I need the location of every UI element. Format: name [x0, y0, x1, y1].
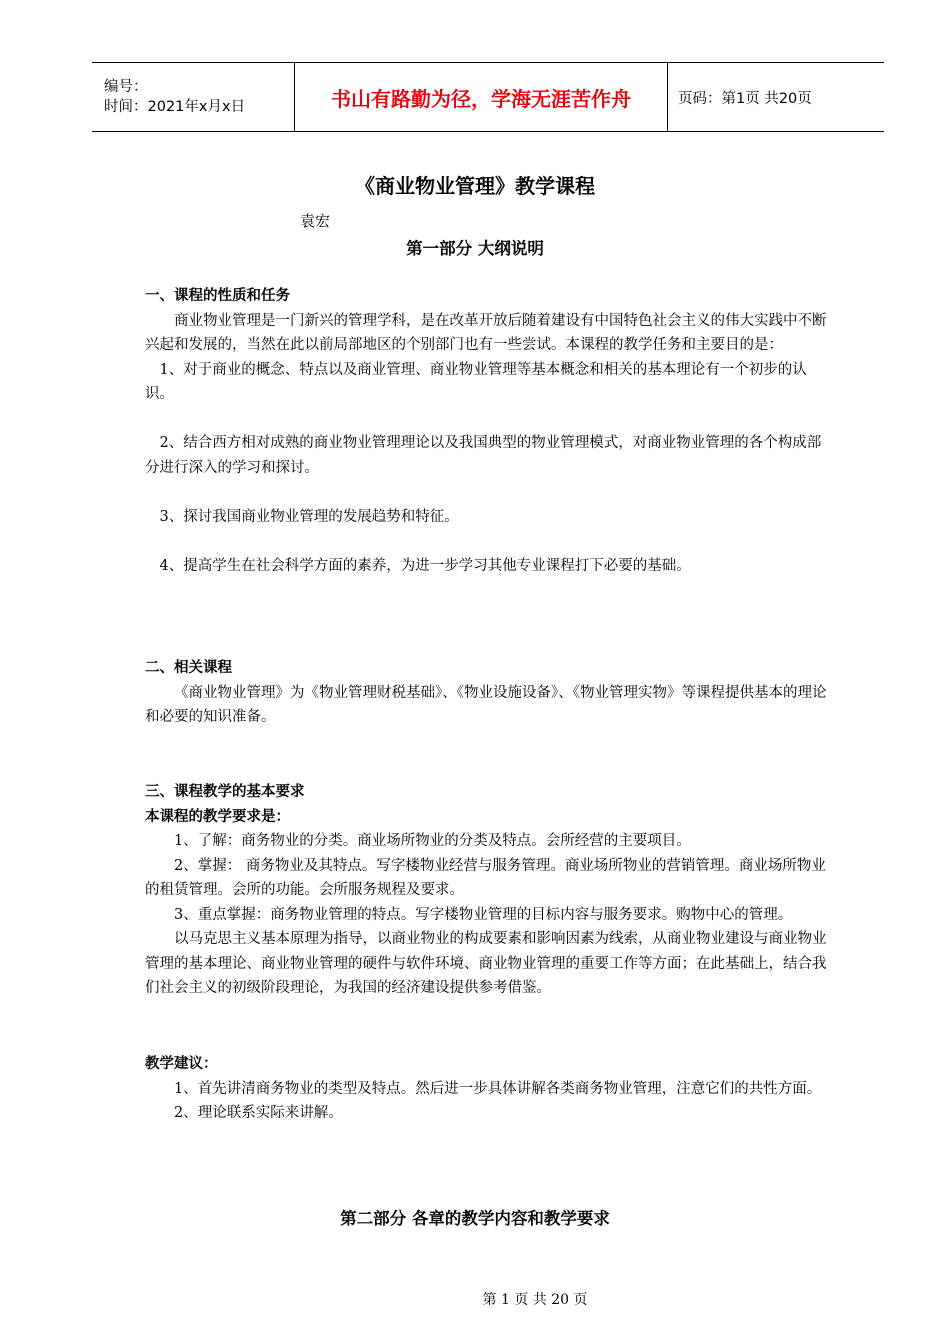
section3-heading: 三、课程教学的基本要求	[145, 784, 305, 800]
document-title: 《商业物业管理》教学课程	[355, 174, 595, 198]
number-label: 编号：	[104, 79, 148, 95]
suggestion-item: 1、首先讲清商务物业的类型及特点。然后进一步具体讲解各类商务物业管理，注意它们的共性方面。	[174, 1080, 822, 1097]
section3-item: 2、掌握： 商务物业及其特点。写字楼物业经营与服务管理。商业场所物业的营销管理。商业场所物业的租赁管理。会所的功能。会所服务规程及要求。	[145, 857, 826, 898]
section2-text: 《商业物业管理》为《物业管理财税基础》、《物业设施设备》、《物业管理实物》等课程提供基本的理论和必要的知识准备。	[145, 684, 827, 725]
document-header	[92, 62, 884, 132]
page-footer: 第 1 页 共 20 页	[482, 1292, 588, 1308]
suggestion-item: 2、理论联系实际来讲解。	[174, 1105, 343, 1121]
section1-item: 4、提高学生在社会科学方面的素养，为进一步学习其他专业课程打下必要的基础。	[159, 557, 691, 574]
section1-item: 2、结合西方相对成熟的商业物业管理理论以及我国典型的物业管理模式，对商业物业管理的各个构成部分进行深入的学习和探讨。	[145, 435, 822, 476]
suggestions-heading: 教学建议：	[145, 1056, 218, 1072]
section3-item: 3、重点掌握：商务物业管理的特点。写字楼物业管理的目标内容与服务要求。购物中心的管理。	[174, 906, 793, 923]
time-label: 时间：2021年x月x日	[104, 99, 246, 115]
section1-item: 3、探讨我国商业物业管理的发展趋势和特征。	[159, 508, 459, 525]
header-motto: 书山有路勤为径，学海无涯苦作舟	[295, 63, 668, 131]
teaching-suggestions	[145, 1052, 835, 1126]
header-page-label: 页码：第1页 共20页	[678, 90, 812, 107]
section2	[145, 656, 835, 730]
part1-title: 第一部分 大纲说明	[406, 239, 544, 258]
section1-intro: 商业物业管理是一门新兴的管理学科，是在改革开放后随着建设有中国特色社会主义的伟大实践中不断兴起和发展的，当然在此以前局部地区的个别部门也有一些尝试。本课程的教学任务和主要目的是：	[145, 312, 827, 353]
section3-item: 1、了解：商务物业的分类。商业场所物业的分类及特点。会所经营的主要项目。	[174, 833, 691, 849]
part2-title: 第二部分 各章的教学内容和教学要求	[340, 1209, 610, 1228]
section3	[145, 780, 835, 1001]
author-name: 袁宏	[300, 212, 331, 230]
section3-subheading: 本课程的教学要求是：	[145, 808, 290, 825]
section2-heading: 二、相关课程	[145, 660, 232, 676]
section1-item: 1、对于商业的概念、特点以及商业管理、商业物业管理等基本概念和相关的基本理论有一个初步的认识。	[145, 361, 807, 402]
section1	[145, 284, 835, 578]
section1-heading: 一、课程的性质和任务	[145, 288, 290, 304]
section3-closing: 以马克思主义基本原理为指导，以商业物业的构成要素和影响因素为线索，从商业物业建设与商业物业管理的基本理论、商业物业管理的硬件与软件环境、商业物业管理的重要工作等方面；在此基础上，结合我们社会主义的初级阶段理论，为我国的经济建设提供参考借鉴。	[145, 931, 827, 996]
header-meta	[92, 63, 295, 131]
